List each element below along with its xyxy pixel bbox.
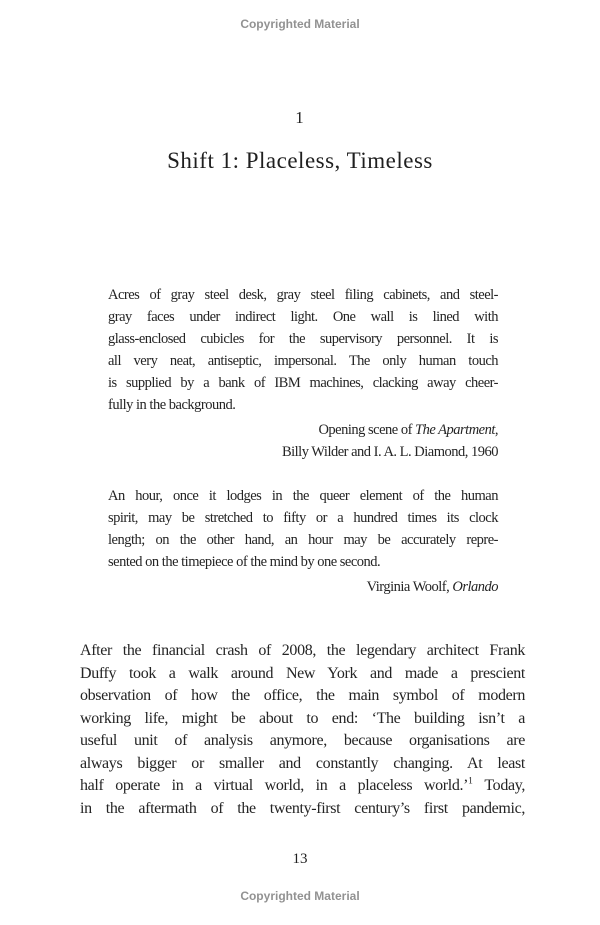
chapter-number: 1 — [295, 108, 305, 127]
epigraph1-attribution-line1 — [108, 419, 498, 441]
epigraph1-line: Acres of gray steel desk, gray steel filing cabinets, and steel- — [108, 287, 498, 303]
epigraph1-attribution — [108, 419, 498, 463]
chapter-title: Shift 1: Placeless, Timeless — [167, 148, 433, 173]
body-text: half operate in a virtual world, in a placeless world.’ — [80, 777, 469, 794]
endnote-ref: 1 — [468, 776, 473, 787]
epigraph1-attribution-line2: Billy Wilder and I. A. L. Diamond, 1960 — [281, 444, 498, 460]
body-line: in the aftermath of the twenty-first century’s first pandemic, — [80, 799, 525, 817]
body-line: working life, might be about to end: ‘The building isn’t a — [80, 709, 525, 727]
epigraph1-line: is supplied by a bank of IBM machines, clacking away cheer- — [108, 375, 498, 391]
body-line: observation of how the office, the main symbol of modern — [80, 687, 525, 704]
attribution-text: , — [494, 422, 498, 438]
body-line: After the financial crash of 2008, the legendary architect Frank — [80, 642, 525, 659]
body-line: always bigger or smaller and constantly changing. At least — [80, 754, 525, 772]
epigraph2-line: sented on the timepiece of the mind by one second. — [108, 554, 381, 570]
epigraph2-attribution — [108, 576, 498, 598]
attribution-text: Opening scene of — [318, 422, 416, 438]
attribution-text: Virginia Woolf, — [366, 579, 453, 595]
epigraph1-line: all very neat, antiseptic, impersonal. The only human touch — [108, 353, 498, 369]
epigraph1-line: glass-enclosed cubicles for the supervisory personnel. It is — [108, 331, 498, 347]
copyright-notice-top: Copyrighted Material — [240, 17, 360, 31]
body-line: useful unit of analysis anymore, because organisations are — [80, 732, 525, 749]
page-number: 13 — [292, 851, 308, 867]
copyright-notice-bottom: Copyrighted Material — [240, 889, 360, 903]
work-title: Orlando — [452, 579, 498, 595]
epigraph1-line: gray faces under indirect light. One wall is lined with — [108, 309, 498, 325]
body-line: Duffy took a walk around New York and made a prescient — [80, 664, 525, 682]
epigraph2-line: length; on the other hand, an hour may be accurately repre- — [108, 532, 498, 548]
body-text: Today, — [472, 777, 525, 794]
body-line-with-note — [80, 775, 525, 798]
epigraph2-attribution-line — [108, 576, 498, 598]
epigraph2-line: spirit, may be stretched to fifty or a hundred times its clock — [108, 510, 498, 526]
epigraph2-line: An hour, once it lodges in the queer element of the human — [108, 488, 498, 504]
epigraph1-line: fully in the background. — [108, 397, 236, 413]
work-title: The Apartment — [415, 422, 495, 438]
epigraph-quote-1 — [108, 284, 498, 463]
body-paragraph — [80, 640, 525, 820]
epigraph-quote-2 — [108, 485, 498, 598]
